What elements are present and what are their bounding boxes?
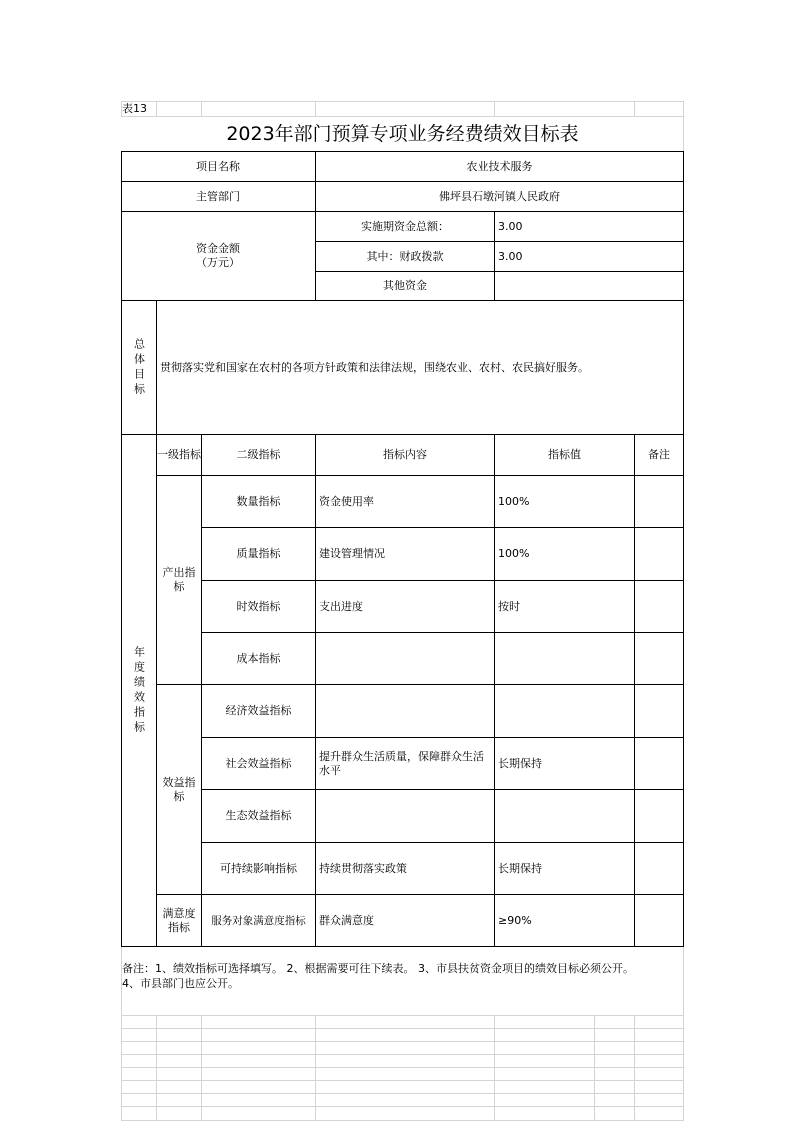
- grid-line: [121, 1093, 684, 1094]
- grid-line: [121, 1106, 684, 1107]
- header-content: 指标内容: [383, 448, 427, 461]
- row-level2: 经济效益指标: [225, 704, 292, 717]
- annual-indicators-label: [121, 435, 156, 946]
- row-content: 支出进度: [319, 599, 363, 613]
- funds-label-line1: 资金金额: [196, 242, 240, 255]
- row-level2: 可持续影响指标: [220, 861, 297, 875]
- sheet-label: 表13: [122, 101, 147, 115]
- grid-line: [121, 1054, 684, 1055]
- row-content: [316, 633, 494, 684]
- grid-line: [634, 1015, 635, 1121]
- notes: [122, 961, 682, 991]
- grid-line: [201, 1015, 202, 1121]
- funds-fiscal-label: 其中：财政拨款: [366, 249, 444, 263]
- row-level2: 数量指标: [236, 494, 281, 508]
- row-value: 按时: [498, 599, 520, 613]
- grid-line: [315, 101, 316, 116]
- row-value: 100%: [498, 547, 530, 560]
- grid-line: [121, 1015, 684, 1016]
- annual-indicators-label-text: 年度绩效指标: [132, 645, 146, 736]
- row-content: 持续贯彻落实政策: [319, 861, 407, 875]
- row-content: [316, 685, 494, 737]
- grid-line: [121, 1067, 684, 1068]
- header-value: 指标值: [548, 448, 581, 461]
- grid-line: [121, 1120, 684, 1121]
- funds-label: [121, 212, 315, 300]
- row-level2: 生态效益指标: [225, 809, 292, 822]
- grid-line: [315, 1015, 316, 1121]
- benefit-indicators-label: 效益指标: [162, 775, 196, 803]
- funds-total-label: 实施期资金总额：: [361, 219, 449, 233]
- funds-fiscal-value: 3.00: [498, 249, 523, 263]
- department-value: 佛坪县石墩河镇人民政府: [439, 189, 560, 203]
- funds-label-line2: （万元）: [196, 256, 240, 269]
- row-value: [495, 685, 634, 737]
- grid-line: [634, 101, 635, 116]
- row-value: [495, 790, 634, 842]
- funds-other-value: [495, 272, 683, 300]
- grid-line: [121, 1028, 684, 1029]
- header-remark: 备注: [648, 448, 670, 461]
- grid-line: [494, 1015, 495, 1121]
- funds-total-value: 3.00: [498, 219, 523, 233]
- grid-line: [121, 101, 684, 102]
- row-content: 建设管理情况: [319, 547, 385, 560]
- grid-line: [156, 1015, 157, 1121]
- row-content: 群众满意度: [319, 913, 374, 927]
- grid-line: [121, 1080, 684, 1081]
- notes-line2: 4、市县部门也应公开。: [122, 977, 239, 990]
- budget-performance-sheet: [121, 101, 684, 1121]
- funds-other-label: 其他资金: [383, 279, 427, 292]
- project-name-value: 农业技术服务: [466, 159, 533, 173]
- header-level2: 二级指标: [236, 448, 281, 461]
- grid-line: [594, 1015, 595, 1121]
- table-border: [121, 946, 684, 947]
- overall-goal-label-text: 总体目标: [132, 337, 146, 398]
- row-level2: 成本指标: [236, 651, 281, 665]
- row-level2: 质量指标: [236, 547, 281, 560]
- header-level1: 一级指标: [157, 448, 201, 461]
- row-value: [495, 633, 634, 684]
- row-content: 提升群众生活质量，保障群众生活水平: [319, 749, 484, 777]
- overall-goal-label: [121, 301, 156, 434]
- overall-goal-text: 贯彻落实党和国家在农村的各项方针政策和法律法规，围绕农业、农村、农民搞好服务。: [160, 360, 589, 374]
- row-level2: 服务对象满意度指标: [211, 914, 306, 927]
- output-indicators-label: 产出指标: [162, 566, 196, 593]
- page-title: 2023年部门预算专项业务经费绩效目标表: [226, 123, 579, 145]
- notes-line1: 备注：1、绩效指标可选择填写。 2、根据需要可往下续表。 3、市县扶贫资金项目的绩效目标必须公开。: [122, 962, 634, 975]
- row-level2: 社会效益指标: [225, 756, 292, 770]
- project-name-label: 项目名称: [196, 159, 240, 173]
- table-border: [634, 434, 635, 947]
- row-value: 长期保持: [498, 861, 542, 875]
- row-value: ≥90%: [498, 913, 532, 927]
- grid-line: [121, 1041, 684, 1042]
- satisfaction-indicators-label: 满意度指标: [162, 906, 196, 934]
- department-label: 主管部门: [196, 189, 240, 203]
- grid-line: [494, 101, 495, 116]
- grid-line: [201, 101, 202, 116]
- row-level2: 时效指标: [236, 599, 281, 613]
- row-value: 长期保持: [498, 756, 542, 770]
- row-value: 100%: [498, 494, 530, 508]
- table-border: [683, 151, 684, 947]
- row-content: 资金使用率: [319, 494, 374, 508]
- row-content: [316, 790, 494, 842]
